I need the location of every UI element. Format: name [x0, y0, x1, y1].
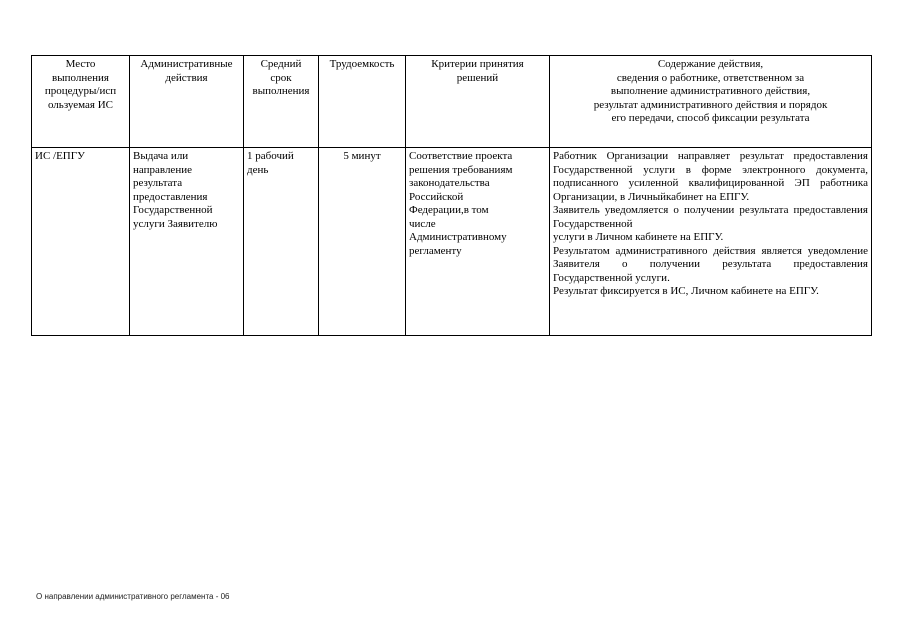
header-line: процедуры/исп	[44, 85, 117, 97]
header-criteria	[406, 56, 550, 148]
content-paragraph: услуги в Личном кабинете на ЕПГУ.	[553, 231, 724, 243]
cell-line: числе	[409, 217, 436, 230]
header-line: его передачи, способ фиксации результата	[611, 112, 810, 124]
cell-line: результата	[133, 177, 183, 189]
header-content	[550, 56, 872, 148]
header-line: решений	[456, 71, 499, 84]
cell-content	[550, 148, 872, 336]
cell-line: 1 рабочий	[247, 150, 294, 162]
header-term	[244, 56, 319, 148]
header-actions	[130, 56, 244, 148]
procedure-table	[31, 55, 872, 336]
header-line: действия	[165, 71, 208, 84]
cell-line: Федерации,в том	[409, 204, 489, 216]
cell-line: Государственной	[133, 204, 213, 216]
header-line: Критерии принятия	[431, 58, 524, 70]
cell-term	[244, 148, 319, 336]
cell-line: направление	[133, 163, 192, 176]
header-line: выполнение административного действия,	[610, 85, 811, 97]
cell-line: Российской	[409, 190, 464, 203]
cell-line: Соответствие проекта	[409, 150, 513, 162]
cell-line: Выдача или	[133, 150, 189, 162]
cell-line: услуги Заявителю	[133, 217, 218, 230]
header-line: сведения о работнике, ответственном за	[616, 71, 805, 84]
header-line: Содержание действия,	[657, 58, 764, 70]
header-labor	[319, 56, 406, 148]
content-paragraph: Результат фиксируется в ИС, Личном кабинете на ЕПГУ.	[553, 285, 819, 297]
header-line: выполнения	[52, 71, 109, 84]
cell-text: 5 минут	[343, 150, 381, 162]
page-footer: О направлении административного регламента - 06	[36, 592, 230, 601]
header-line: ользуемая ИС	[47, 98, 114, 111]
header-line: Административные	[140, 58, 233, 70]
content-paragraph: Работник Организации направляет результат предоставления Государственной услуги в форме электронного документа, подписанного усиленной квалифицированной ЭП работника Организации, в Личныйкабинет на ЕПГУ.	[553, 150, 868, 203]
cell-line: законодательства	[409, 177, 490, 189]
content-paragraph: Результатом административного действия является уведомление Заявителя о получении результата предоставления Государственной услуги.	[553, 244, 868, 284]
header-line: результат административного действия и порядок	[593, 98, 828, 111]
header-line: Средний	[260, 58, 302, 70]
header-line: срок	[270, 71, 292, 84]
table-row	[32, 148, 872, 336]
header-line: Трудоемкость	[329, 58, 395, 70]
cell-text: ИС /ЕПГУ	[35, 150, 85, 162]
header-line: Место	[65, 58, 96, 70]
cell-line: решения требованиям	[409, 163, 513, 176]
content-paragraph: Заявитель уведомляется о получении результата предоставления Государственной	[553, 204, 868, 230]
cell-actions	[130, 148, 244, 336]
header-place	[32, 56, 130, 148]
cell-line: Административному	[409, 231, 507, 243]
cell-place	[32, 148, 130, 336]
header-line: выполнения	[252, 85, 310, 97]
cell-line: регламенту	[409, 244, 462, 257]
table-header-row	[32, 56, 872, 148]
cell-labor	[319, 148, 406, 336]
cell-line: день	[247, 163, 269, 176]
cell-criteria	[406, 148, 550, 336]
cell-line: предоставления	[133, 190, 208, 203]
